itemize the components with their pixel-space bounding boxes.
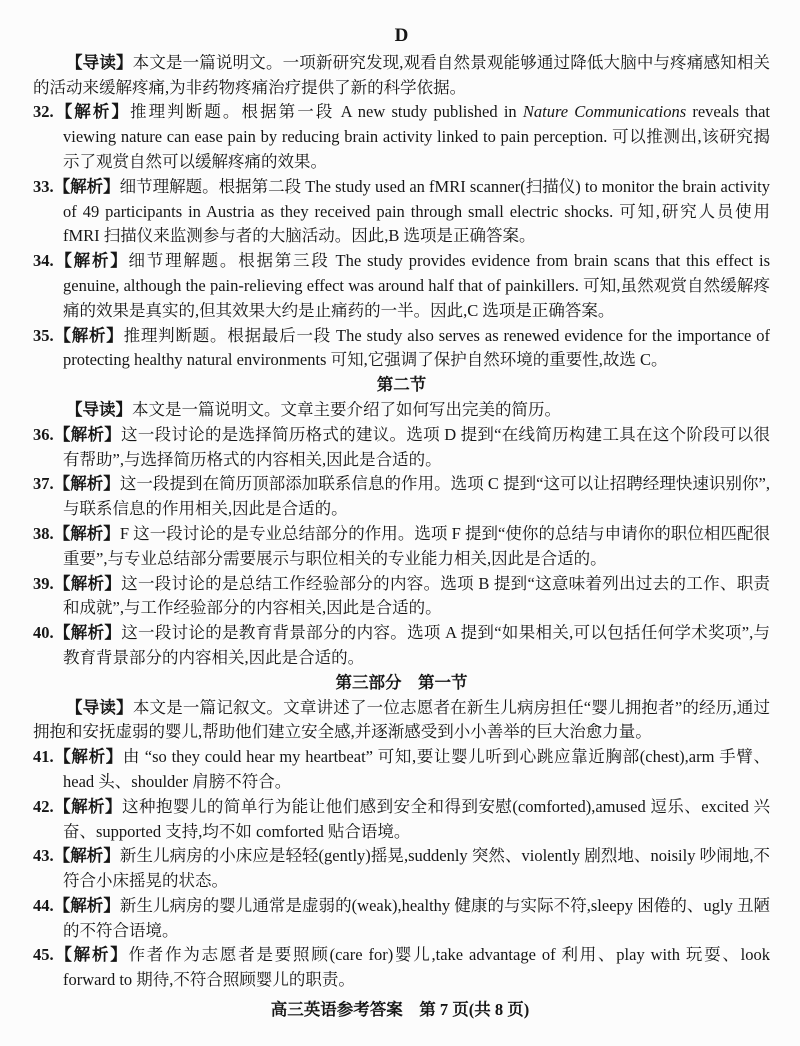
intro-paragraph-passage-d — [33, 51, 770, 101]
intro-text: 本文是一篇说明文。文章主要介绍了如何写出完美的简历。 — [132, 399, 561, 419]
answer-item-35 — [33, 324, 770, 374]
item-text: 这种抱婴儿的简单行为能让他们感到安全和得到安慰(comforted),amused 逗乐、excited 兴奋、supported 支持,均不如 comforted 贴合语境。 — [63, 796, 770, 841]
analysis-tag: 【解析】 — [53, 325, 124, 345]
answer-item-37 — [33, 472, 770, 522]
answer-item-39 — [33, 572, 770, 622]
item-number: 41. — [33, 747, 54, 767]
item-number: 36. — [33, 424, 54, 444]
item-number: 45. — [33, 945, 54, 965]
intro-paragraph-part-3 — [33, 696, 770, 746]
answer-item-38 — [33, 522, 770, 572]
intro-paragraph-section-2 — [33, 398, 770, 423]
analysis-tag: 【解析】 — [53, 251, 129, 271]
item-number: 35. — [33, 325, 54, 345]
item-number: 34. — [33, 251, 54, 271]
answer-item-34 — [33, 249, 770, 323]
item-number: 44. — [33, 895, 54, 915]
journal-name-italic: Nature Communications — [522, 102, 687, 122]
analysis-tag: 【解析】 — [53, 474, 120, 494]
item-number: 40. — [33, 623, 54, 643]
analysis-tag: 【解析】 — [53, 846, 120, 866]
item-text: 细节理解题。根据第二段 The study used an fMRI scanner(扫描仪) to monitor the brain activity of 49 participants in Austria as they received pain through small electric shocks. 可知,研究人员使用 fMRI 扫描仪来监测参与者的大脑活动。因此,B 选项是正确答案。 — [63, 176, 770, 246]
item-text: 这一段讨论的是选择简历格式的建议。选项 D 提到“在线简历构建工具在这个阶段可以很有帮助”,与选择简历格式的内容相关,因此是合适的。 — [63, 424, 770, 469]
intro-tag: 【导读】 — [66, 697, 133, 717]
analysis-tag: 【解析】 — [53, 424, 122, 444]
answer-item-45 — [33, 943, 770, 993]
passage-label-d: D — [394, 25, 409, 46]
intro-tag: 【导读】 — [66, 52, 133, 72]
item-number: 33. — [33, 176, 54, 196]
item-text: 推理判断题。根据最后一段 The study also serves as renewed evidence for the importance of protecting healthy natural environments 可知,它强调了保护自然环境的重要性,故选 C。 — [63, 325, 771, 370]
section-heading-2: 第二节 — [376, 375, 427, 395]
item-text: 这一段讨论的是总结工作经验部分的内容。选项 B 提到“这意味着列出过去的工作、职责和成就”,与工作经验部分的内容相关,因此是合适的。 — [63, 573, 770, 618]
item-number: 39. — [33, 573, 54, 593]
item-number: 42. — [33, 796, 54, 816]
item-text: F 这一段讨论的是专业总结部分的作用。选项 F 提到“使你的总结与申请你的职位相匹配很重要”,与专业总结部分需要展示与职位相关的专业能力相关,因此是合适的。 — [63, 523, 770, 568]
item-number: 43. — [33, 846, 54, 866]
analysis-tag: 【解析】 — [53, 102, 131, 122]
answer-item-32 — [33, 100, 770, 174]
intro-text: 本文是一篇记叙文。文章讲述了一位志愿者在新生儿病房担任“婴儿拥抱者”的经历,通过拥抱和安抚虚弱的婴儿,帮助他们建立安全感,并逐渐感受到小小善举的巨大治愈力量。 — [33, 697, 770, 742]
analysis-tag: 【解析】 — [53, 623, 122, 643]
answer-item-33 — [33, 175, 770, 249]
item-text: 新生儿病房的小床应是轻轻(gently)摇晃,suddenly 突然、violently 剧烈地、noisily 吵闹地,不符合小床摇晃的状态。 — [63, 846, 770, 891]
answer-item-44 — [33, 894, 770, 944]
analysis-tag: 【解析】 — [53, 747, 123, 767]
page-footer: 高三英语参考答案 第 7 页(共 8 页) — [270, 1000, 530, 1019]
item-text: 细节理解题。根据第三段 The study provides evidence from brain scans that this effect is genuine, although the pain-relieving effect was around half that of painkillers. 可知,虽然观赏自然缓解疼痛的效果是真实的,但其效果大约是止痛药的一半。因此,C 选项是正确答案。 — [63, 251, 770, 320]
item-number: 38. — [33, 523, 54, 543]
answer-item-43 — [33, 844, 770, 894]
answer-item-36 — [33, 423, 770, 473]
item-text: reveals that viewing nature can ease pain by reducing brain activity linked to pain perception. 可以推测出,该研究揭示了观赏自然可以缓解疼痛的效果。 — [63, 102, 771, 171]
section-heading-part-3: 第三部分 第一节 — [335, 672, 468, 692]
intro-text: 本文是一篇说明文。一项新研究发现,观看自然景观能够通过降低大脑中与疼痛感知相关的活动来缓解疼痛,为非药物疼痛治疗提供了新的科学依据。 — [33, 52, 771, 97]
analysis-tag: 【解析】 — [53, 573, 122, 593]
item-text: 这一段讨论的是教育背景部分的内容。选项 A 提到“如果相关,可以包括任何学术奖项”,与教育背景部分的内容相关,因此是合适的。 — [63, 623, 771, 667]
analysis-tag: 【解析】 — [53, 796, 122, 816]
analysis-tag: 【解析】 — [53, 895, 120, 915]
answer-item-40 — [33, 621, 770, 671]
item-text: 由 “so they could hear my heartbeat” 可知,要让婴儿听到心跳应靠近胸部(chest),arm 手臂、head 头、shoulder 肩膀不符合。 — [63, 747, 770, 791]
intro-tag: 【导读】 — [66, 399, 132, 419]
item-text: 推理判断题。根据第一段 A new study published in — [130, 102, 523, 122]
analysis-tag: 【解析】 — [53, 176, 120, 196]
analysis-tag: 【解析】 — [53, 523, 120, 543]
item-text: 新生儿病房的婴儿通常是虚弱的(weak),healthy 健康的与实际不符,sleepy 困倦的、ugly 丑陋的不符合语境。 — [63, 895, 771, 940]
item-text: 这一段提到在简历顶部添加联系信息的作用。选项 C 提到“这可以让招聘经理快速识别你”,与联系信息的作用相关,因此是合适的。 — [63, 474, 771, 519]
item-text: 作者作为志愿者是要照顾(care for)婴儿,take advantage of 利用、play with 玩耍、look forward to 期待,不符合照顾婴儿的职责。 — [63, 945, 771, 990]
item-number: 37. — [33, 474, 54, 494]
item-number: 32. — [33, 102, 54, 122]
analysis-tag: 【解析】 — [53, 945, 129, 965]
answer-item-41 — [33, 745, 770, 795]
answer-item-42 — [33, 795, 770, 845]
